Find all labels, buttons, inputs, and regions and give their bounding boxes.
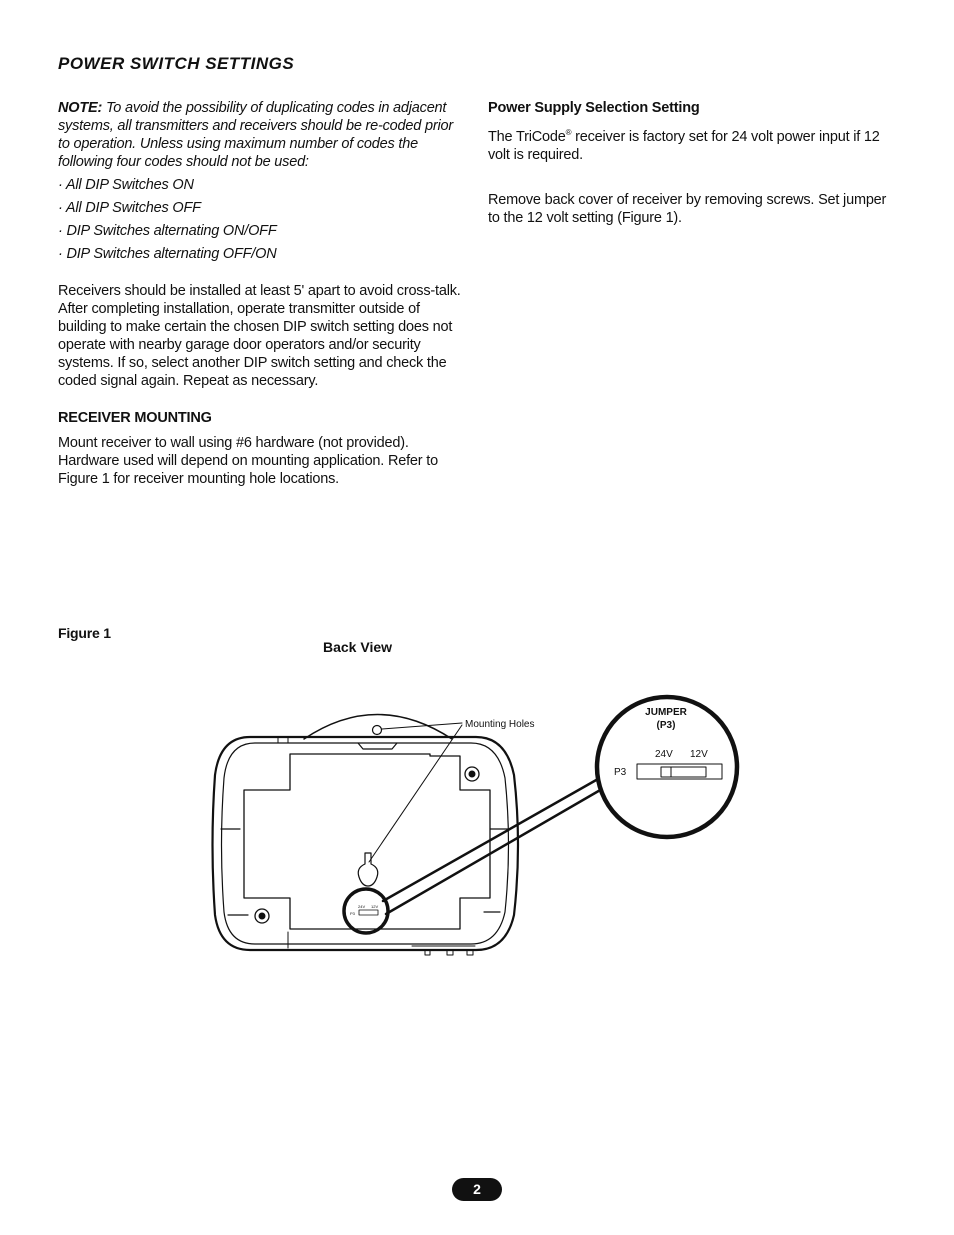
bullet-item: · DIP Switches alternating ON/OFF: [58, 223, 277, 239]
small-label-24v: 24V: [358, 904, 366, 909]
page-number-badge: 2: [452, 1178, 502, 1201]
registered-mark: ®: [565, 128, 572, 137]
power-supply-heading: Power Supply Selection Setting: [488, 100, 700, 116]
inner-panel: [244, 754, 490, 929]
label-p3: P3: [614, 767, 627, 778]
top-mounting-hole: [373, 726, 382, 735]
keyhole-mounting-slot: [358, 853, 378, 886]
label-12v: 12V: [690, 749, 708, 760]
housing-side-slots: [221, 829, 508, 915]
page-title: POWER SWITCH SETTINGS: [58, 54, 295, 73]
label-24v: 24V: [655, 749, 673, 760]
receiver-mounting-text: Mount receiver to wall using #6 hardware (not provided). Hardware used will depend on mounting application. Refer to Figure 1 for receiver mounting hole locations.: [58, 435, 438, 487]
bullet-item: · DIP Switches alternating OFF/ON: [58, 246, 277, 262]
housing-top-tab: [358, 743, 397, 749]
screw-hole-center: [259, 913, 265, 919]
small-jumper-block: [359, 910, 378, 915]
mounting-holes-label: Mounting Holes: [465, 719, 535, 730]
bullet-item: · All DIP Switches ON: [58, 177, 194, 193]
bullet-item: · All DIP Switches OFF: [58, 200, 201, 216]
small-label-12v: 12V: [371, 904, 379, 909]
connector-line-lower: [386, 789, 602, 914]
figure-view-title: Back View: [323, 639, 393, 655]
screw-hole-center: [469, 771, 475, 777]
jumper-instruction-text: Remove back cover of receiver by removing screws. Set jumper to the 12 volt setting (Figure 1).: [488, 191, 887, 226]
jumper-id-label: (P3): [656, 720, 676, 731]
crosstalk-paragraph: Receivers should be installed at least 5' apart to avoid cross-talk. After completing installation, operate transmitter outside of building to make certain the chosen DIP switch setting does not operate with nearby garage door operators and/or security systems. If so, select another DIP switch setting and check the coded signal again. Repeat as necessary.: [58, 283, 461, 389]
bottom-edge-lines: [288, 932, 475, 948]
note-text: To avoid the possibility of duplicating codes in adjacent systems, all transmitters and receivers should be re-coded prior to operation. Unless using maximum number of codes the following four codes should not be used:: [58, 100, 453, 170]
power-supply-text-start: The TriCode: [488, 128, 566, 145]
receiver-housing-outer: [213, 737, 519, 950]
power-supply-text-end: receiver is factory set for 24 volt power input if 12 volt is required.: [488, 128, 880, 163]
receiver-top-dome: [304, 715, 452, 740]
receiver-mounting-heading: RECEIVER MOUNTING: [58, 410, 212, 426]
small-label-p3: P3: [350, 911, 355, 916]
figure-label: Figure 1: [58, 625, 111, 641]
leader-line-keyhole: [369, 725, 462, 862]
note-label: NOTE:: [58, 100, 103, 116]
jumper-label: JUMPER: [645, 707, 687, 718]
